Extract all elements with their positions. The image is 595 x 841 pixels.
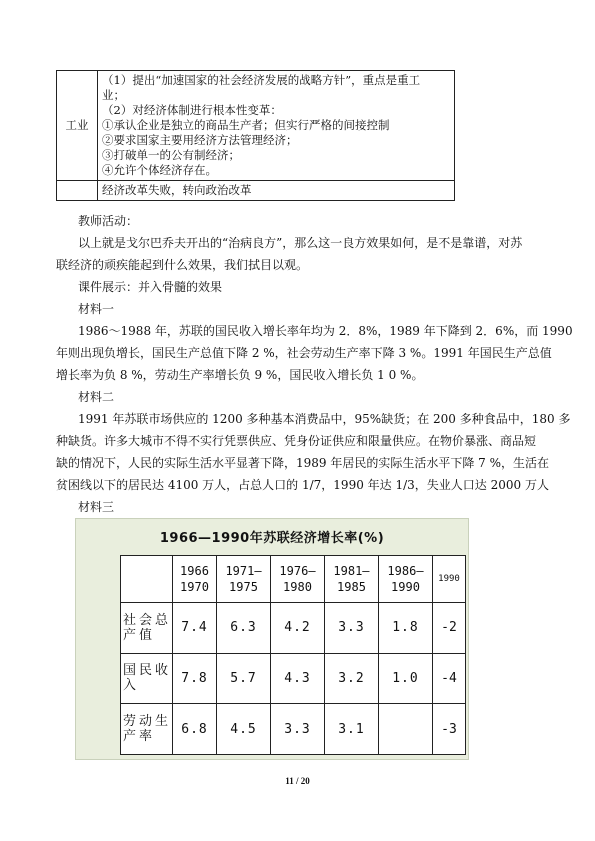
growth-value-cell: 6.3	[217, 603, 271, 654]
growth-header-corner	[121, 556, 173, 603]
growth-row-label: 劳动生产率	[121, 704, 173, 755]
growth-value-cell: -4	[433, 653, 466, 704]
growth-rate-grid	[120, 555, 466, 755]
growth-table-title: 1966—1990年苏联经济增长率(%)	[159, 531, 385, 546]
growth-column-header: 1971— 1975	[217, 556, 271, 603]
growth-value-cell: 3.2	[324, 653, 378, 704]
material2-text-line: 缺的情况下，人民的实际生活水平显著下降，1989 年居民的实际生活水平下降 7 %，生活在	[56, 456, 550, 470]
material2-text-line: 1991 年苏联市场供应的 1200 多种基本消费品中，95%缺货；在 200 多种食品中，180 多	[78, 412, 571, 426]
material2-text-line: 种缺货。许多大城市不得不实行凭票供应、凭身份证供应和限量供应。在物价暴涨、商品短	[56, 434, 537, 448]
reform-category: 工业	[57, 71, 98, 181]
teacher-label: 教师活动：	[78, 214, 139, 228]
growth-header-row	[121, 556, 466, 603]
reform-line: ④允许个体经济存在。	[102, 163, 217, 177]
reform-row-industry	[57, 71, 455, 181]
growth-value-cell: 1.0	[378, 653, 432, 704]
growth-value-cell: 3.1	[324, 704, 378, 755]
material2-text-line: 贫困线以下的居民达 4100 万人，占总人口的 1/7，1990 年达 1/3，失业人口达 2000 万人	[56, 478, 549, 492]
growth-column-header: 1990	[433, 556, 466, 603]
material2-label: 材料二	[78, 390, 115, 404]
reform-category-empty	[57, 181, 98, 201]
growth-row-label: 社会总产值	[121, 603, 173, 654]
reform-line: （1）提出“加速国家的社会经济发展的战略方针”，重点是重工	[102, 73, 421, 87]
reform-line: ①承认企业是独立的商品生产者；但实行严格的间接控制	[102, 118, 390, 132]
growth-data-row	[121, 603, 466, 654]
growth-rate-table-image	[75, 518, 469, 760]
reform-row-result	[57, 181, 455, 201]
material1-text-line: 年则出现负增长，国民生产总值下降 2 %，社会劳动生产率下降 3 %。1991 年国民生产总值	[56, 346, 552, 360]
growth-value-cell: 5.7	[217, 653, 271, 704]
growth-data-row	[121, 653, 466, 704]
teacher-section	[56, 210, 573, 518]
material1-label: 材料一	[78, 302, 115, 316]
courseware-label: 课件展示：并入骨髓的效果	[78, 280, 223, 294]
material1-text-line: 1986～1988 年，苏联的国民收入增长率年均为 2．8%，1989 年下降到 2．6%，而 1990	[78, 324, 573, 338]
growth-value-cell: -3	[433, 704, 466, 755]
growth-value-cell: 7.4	[173, 603, 217, 654]
teacher-text-line: 以上就是戈尔巴乔夫开出的“治病良方”，那么这一良方效果如何，是不是靠谱，对苏	[78, 236, 523, 250]
growth-column-header: 1981— 1985	[324, 556, 378, 603]
growth-value-cell: -2	[433, 603, 466, 654]
growth-column-header: 1986— 1990	[378, 556, 432, 603]
growth-value-cell: 3.3	[271, 704, 325, 755]
growth-value-cell: 6.8	[173, 704, 217, 755]
growth-value-cell: 3.3	[324, 603, 378, 654]
growth-column-header: 1976— 1980	[271, 556, 325, 603]
growth-row-label: 国民收入	[121, 653, 173, 704]
reform-line: （2）对经济体制进行根本性变革：	[102, 103, 282, 117]
growth-value-cell	[378, 704, 432, 755]
reform-line: 业；	[102, 88, 125, 102]
reform-result: 经济改革失败，转向政治改革	[98, 181, 455, 201]
teacher-text-line: 联经济的顽疾能起到什么效果，我们拭目以观。	[56, 258, 309, 272]
growth-value-cell: 4.3	[271, 653, 325, 704]
growth-data-row	[121, 704, 466, 755]
growth-value-cell: 1.8	[378, 603, 432, 654]
material3-label: 材料三	[78, 500, 115, 514]
growth-value-cell: 4.5	[217, 704, 271, 755]
growth-value-cell: 4.2	[271, 603, 325, 654]
reform-table	[56, 70, 455, 201]
reform-content	[98, 71, 455, 181]
reform-line: ②要求国家主要用经济方法管理经济；	[102, 133, 298, 147]
material1-text-line: 增长率为负 8 %，劳动生产率增长负 9 %，国民收入增长负 1 0 %。	[56, 368, 424, 382]
reform-line: ③打破单一的公有制经济；	[102, 148, 240, 162]
page-number: 11 / 20	[285, 776, 310, 786]
growth-column-header: 1966 1970	[173, 556, 217, 603]
growth-value-cell: 7.8	[173, 653, 217, 704]
